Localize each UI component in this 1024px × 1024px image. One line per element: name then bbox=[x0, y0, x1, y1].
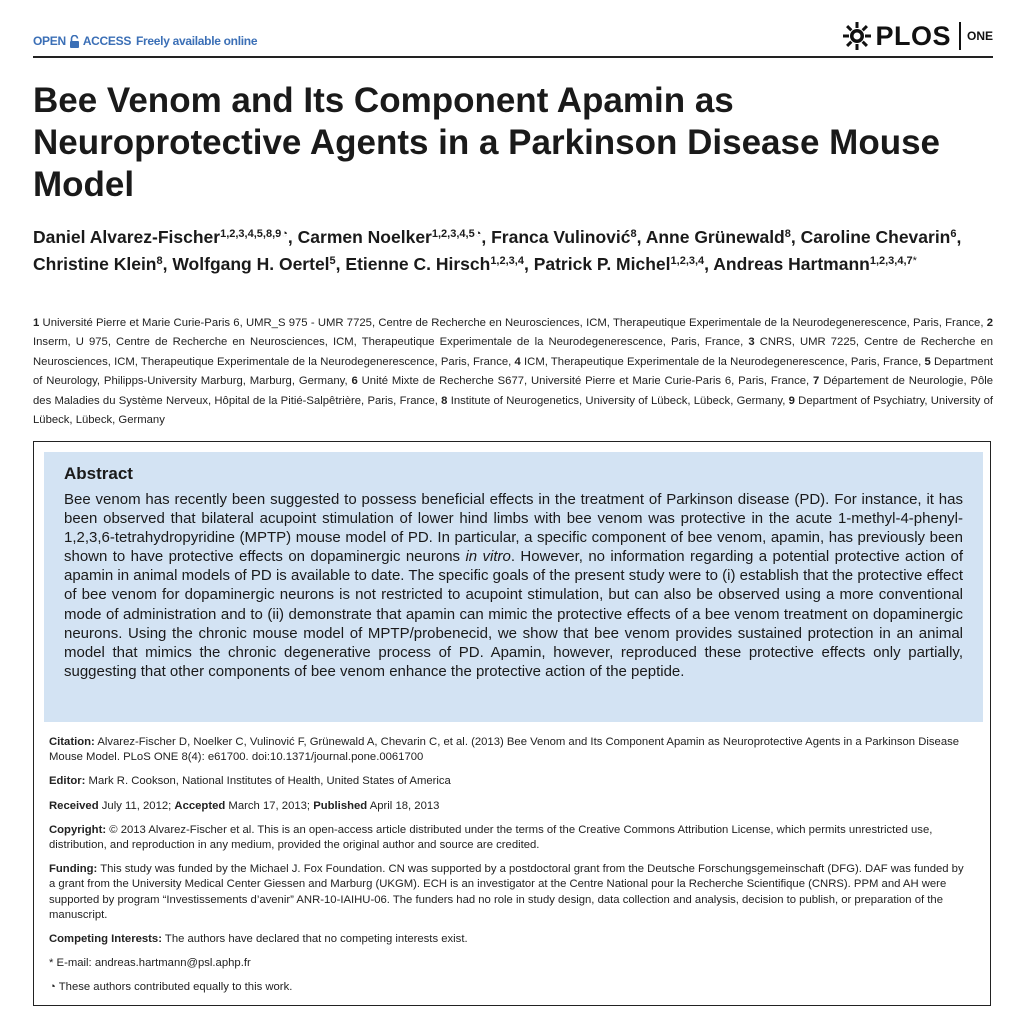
author-name: Daniel Alvarez-Fischer bbox=[33, 227, 221, 247]
open-lock-icon bbox=[69, 35, 80, 48]
affiliation-number: 8 bbox=[441, 394, 448, 407]
author-separator: , bbox=[287, 227, 298, 247]
author-affiliation-numbers: 6 bbox=[950, 228, 957, 240]
author bbox=[646, 227, 801, 247]
copyright-label: Copyright: bbox=[49, 823, 107, 836]
abstract-frame bbox=[33, 441, 991, 1006]
author bbox=[298, 227, 491, 247]
author-affiliation-numbers: 5 bbox=[329, 255, 336, 267]
author-affiliation-numbers: 1,2,3,4,7 bbox=[869, 255, 913, 267]
citation-label: Citation: bbox=[49, 736, 95, 748]
affiliation-item bbox=[33, 317, 987, 329]
plos-wordmark: PLOS bbox=[875, 20, 951, 51]
affiliation-text: Département de Neurologie, Pôle des Maladies du Système Nerveux, Hôpital de la Pitié-Salpêtrière, Paris, France, bbox=[33, 375, 994, 407]
author-name: Patrick P. Michel bbox=[533, 254, 671, 274]
affiliation-text: Université Pierre et Marie Curie-Paris 6, UMR_S 975 - UMR 7725, Centre de Recherche en Neurosciences, ICM, Therapeutique Experimentale de la Neurodegenerescence, Paris, France, bbox=[42, 317, 984, 329]
received-label: Received bbox=[49, 799, 99, 812]
oa-open-label: OPEN bbox=[33, 34, 66, 48]
author-separator: , bbox=[636, 227, 646, 247]
equal-contribution-note bbox=[49, 980, 964, 995]
author-separator: , bbox=[956, 227, 962, 247]
author-affiliation-numbers: 8 bbox=[630, 228, 637, 240]
author-name: Christine Klein bbox=[33, 254, 157, 274]
affiliation-number: 1 bbox=[33, 317, 40, 329]
affiliation-number: 3 bbox=[748, 336, 755, 349]
author-affiliation-numbers: 8 bbox=[784, 228, 791, 240]
author-separator: , bbox=[790, 227, 801, 247]
affiliation-text: CNRS, UMR 7225, Centre de Recherche en Neurosciences, ICM, Therapeutique Experimentale de la Neurodegenerescence, Paris, France, bbox=[33, 336, 994, 368]
journal-header bbox=[33, 18, 993, 56]
dates-block bbox=[49, 799, 964, 814]
affiliation-item bbox=[515, 356, 925, 368]
affiliation-text: Department of Psychiatry, University of Lübeck, Lübeck, Germany bbox=[33, 394, 994, 427]
abstract-heading: Abstract bbox=[64, 464, 133, 483]
affiliation-number: 2 bbox=[986, 317, 994, 329]
logo-divider bbox=[959, 22, 961, 50]
author-name: Wolfgang H. Oertel bbox=[172, 254, 330, 274]
author-affiliation-numbers: 1,2,3,4 bbox=[670, 255, 705, 267]
competing-interests-block bbox=[49, 932, 964, 947]
affiliation-number: 5 bbox=[924, 355, 931, 368]
author-separator: , bbox=[481, 227, 492, 247]
author bbox=[345, 254, 533, 274]
author-name: Anne Grünewald bbox=[645, 227, 785, 247]
plos-one-logo bbox=[842, 20, 993, 52]
affiliation-text: Institute of Neurogenetics, University of Lübeck, Lübeck, Germany, bbox=[450, 394, 786, 407]
one-wordmark: ONE bbox=[966, 29, 993, 43]
article-title: Bee Venom and Its Component Apamin as Neuroprotective Agents in a Parkinson Disease Mouse Model bbox=[33, 81, 941, 204]
author-symbol: ◔ bbox=[474, 228, 482, 240]
abstract-panel bbox=[44, 452, 983, 722]
author-affiliation-sup bbox=[220, 228, 288, 240]
author bbox=[172, 254, 345, 274]
author-affiliation-sup bbox=[870, 255, 917, 267]
copyright-block bbox=[49, 823, 964, 853]
affiliation-text: Department of Neurology, Philipps-University Marburg, Marburg, Germany, bbox=[33, 355, 994, 388]
author bbox=[713, 254, 917, 274]
abstract-text-part2: . However, no information regarding a potential protective action of apamin in animal models of PD is available to date. The specific goals of the present study were to (i) establish that the protective effect of bee venom for dopaminergic neurons is not restricted to acupoint stimulation, but can also be observed using a more conventional mode of administration and to (ii) demonstrate that apamin can mimic the protective effects of a bee venom treatment on dopaminergic neurons. Using the chronic mouse model of MPTP/probenecid, we show that bee venom provides sustained protection in an animal model that mimics the chronic degenerative process of PD. Apamin, however, reproduced these protective effects only partially, suggesting that other components of bee venom enhance the protective action of the peptide. bbox=[64, 548, 963, 680]
published-date: April 18, 2013 bbox=[369, 799, 440, 812]
editor-text: Mark R. Cookson, National Institutes of Health, United States of America bbox=[88, 775, 451, 788]
published-label: Published bbox=[313, 799, 368, 812]
header-rule bbox=[33, 56, 993, 58]
author-affiliation-sup bbox=[490, 255, 524, 267]
author-affiliation-numbers: 8 bbox=[156, 255, 163, 267]
affiliation-number: 7 bbox=[813, 375, 820, 388]
affiliation-text: Inserm, U 975, Centre de Recherche en Neurosciences, ICM, Therapeutique Experimentale de la Neurodegenerescence, Paris, France, bbox=[33, 336, 744, 349]
author-separator: , bbox=[704, 254, 714, 274]
accepted-date: March 17, 2013; bbox=[228, 799, 311, 812]
oa-freely-label: Freely available online bbox=[136, 34, 258, 48]
equal-contribution-text: ◔ These authors contributed equally to this work. bbox=[49, 981, 293, 994]
affiliation-item bbox=[441, 395, 788, 407]
author-name: Franca Vulinović bbox=[491, 227, 631, 247]
email-note bbox=[49, 956, 964, 971]
email-text: * E-mail: andreas.hartmann@psl.aphp.fr bbox=[49, 957, 251, 970]
abstract-text-part1: Bee venom has recently been suggested to possess beneficial effects in the treatment of Parkinson disease (PD). For instance, it has been observed that bilateral acupoint stimulation of lower hind limbs with bee venom was protective in the acute 1-methyl-4-phenyl-1,2,3,6-tetrahydropyridine (MPTP) mouse model of PD. In particular, a specific component of bee venom, apamin, has previously been shown to have protective effects on dopaminergic neurons bbox=[64, 491, 963, 566]
funding-label: Funding: bbox=[49, 863, 98, 876]
author-name: Andreas Hartmann bbox=[713, 254, 870, 274]
author bbox=[534, 254, 714, 274]
author-name: Caroline Chevarin bbox=[800, 227, 951, 247]
author-affiliation-sup bbox=[671, 255, 705, 267]
received-date: July 11, 2012; bbox=[101, 799, 172, 812]
author-name: Carmen Noelker bbox=[297, 227, 432, 247]
article-metadata bbox=[49, 735, 964, 1005]
affiliation-number: 9 bbox=[788, 394, 795, 407]
affiliation-list bbox=[33, 314, 993, 430]
author bbox=[491, 227, 646, 247]
plos-sunburst-icon bbox=[842, 21, 872, 51]
author bbox=[33, 254, 172, 274]
author-list bbox=[33, 224, 995, 278]
editor-label: Editor: bbox=[49, 775, 86, 788]
author bbox=[801, 227, 962, 247]
author-affiliation-sup bbox=[432, 228, 481, 240]
author-affiliation-numbers: 1,2,3,4,5 bbox=[431, 228, 475, 240]
affiliation-item bbox=[351, 375, 813, 387]
funding-block bbox=[49, 862, 964, 923]
oa-access-label: ACCESS bbox=[82, 34, 132, 48]
affiliation-text: ICM, Therapeutique Experimentale de la Neurodegenerescence, Paris, France, bbox=[524, 355, 922, 368]
affiliation-number: 4 bbox=[514, 355, 521, 368]
funding-text: This study was funded by the Michael J. Fox Foundation. CN was supported by a postdoctoral grant from the Deutsche Forschungsgemeinschaft (DFG). DAF was funded by a grant from the University Medical Center Giessen and Marburg (UKGM). ECH is an investigator at the Centre National pour la Recherche Scientifique (CNRS). PPM and AH were supported by program “Investissements d’avenir” ANR-10-IAIHU-06. The funders had no role in study design, data collection and analysis, decision to publish, or preparation of the manuscript. bbox=[49, 863, 964, 921]
accepted-label: Accepted bbox=[174, 799, 226, 812]
open-access-badge bbox=[33, 34, 257, 48]
abstract-text bbox=[64, 490, 963, 681]
editor-block bbox=[49, 774, 964, 789]
author-separator: , bbox=[335, 254, 346, 274]
author-separator: , bbox=[162, 254, 173, 274]
competing-label: Competing Interests: bbox=[49, 933, 162, 946]
affiliation-text: Unité Mixte de Recherche S677, Université Pierre et Marie Curie-Paris 6, Paris, France, bbox=[361, 375, 810, 388]
author-symbol: ◔ bbox=[281, 228, 288, 240]
author-separator: , bbox=[523, 254, 534, 274]
author-affiliation-numbers: 1,2,3,4,5,8,9 bbox=[220, 228, 282, 240]
copyright-text: © 2013 Alvarez-Fischer et al. This is an open-access article distributed under the terms of the Creative Commons Attribution License, which permits unrestricted use, distribution, and reproduction in any medium, provided the original author and source are credited. bbox=[49, 823, 933, 852]
author bbox=[33, 227, 298, 247]
author-name: Etienne C. Hirsch bbox=[345, 254, 491, 274]
citation-block bbox=[49, 735, 964, 765]
affiliation-number: 6 bbox=[351, 375, 358, 388]
citation-text: Alvarez-Fischer D, Noelker C, Vulinović F, Grünewald A, Chevarin C, et al. (2013) Bee Venom and Its Component Apamin as Neuroprotective Agents in a Parkinson Disease Mouse Model. PLoS ONE 8(4): e61700. doi:10.1371/journal.pone.0061700 bbox=[49, 736, 960, 764]
competing-text: The authors have declared that no competing interests exist. bbox=[164, 933, 468, 946]
author-affiliation-numbers: 1,2,3,4 bbox=[490, 255, 524, 267]
abstract-text-italic: in vitro bbox=[465, 548, 511, 566]
author-symbol: * bbox=[912, 255, 917, 267]
